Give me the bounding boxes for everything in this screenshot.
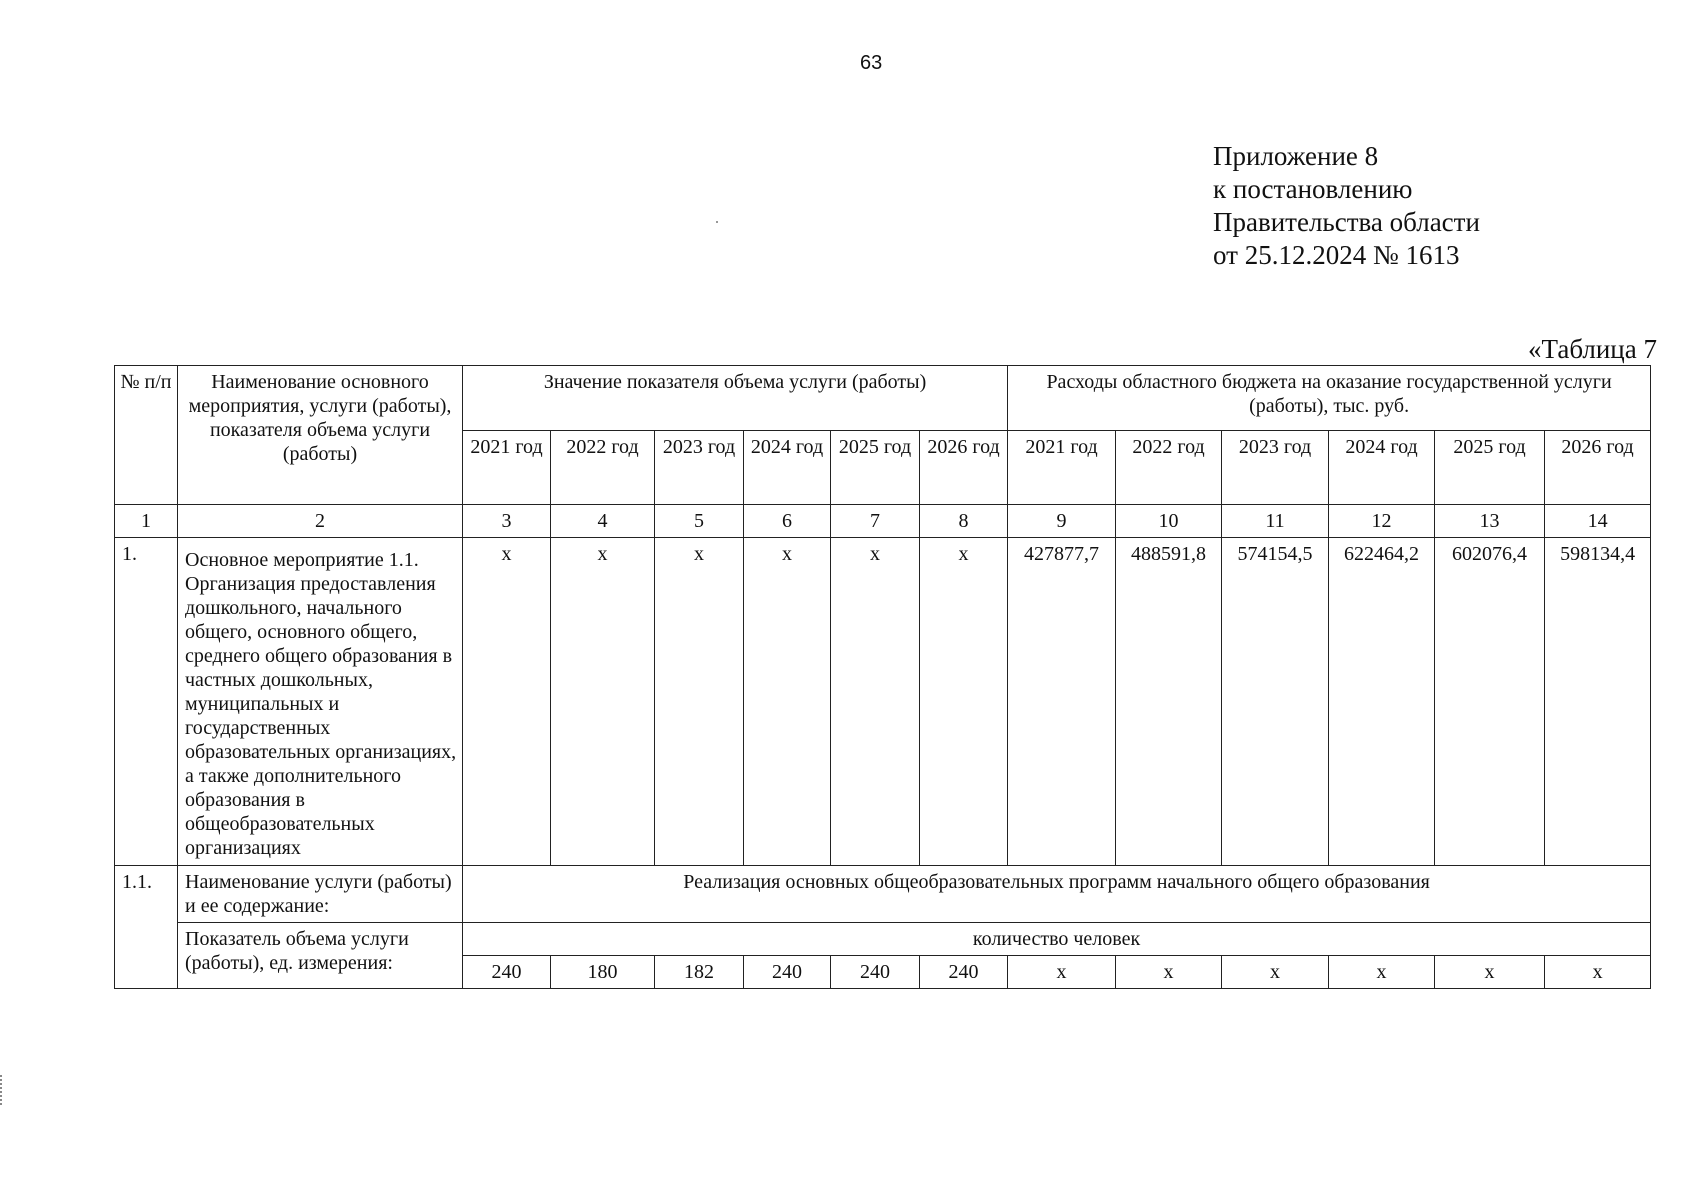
quantity-value: 240: [463, 956, 551, 989]
column-number: 9: [1008, 505, 1116, 538]
column-number: 7: [831, 505, 920, 538]
column-number: 4: [551, 505, 655, 538]
row-cost: 427877,7: [1008, 538, 1116, 866]
row-cost: 574154,5: [1222, 538, 1329, 866]
row-value: х: [744, 538, 831, 866]
column-number-row: [115, 505, 1651, 538]
header-value-year: 2022 год: [551, 431, 655, 505]
quantity-value: 182: [655, 956, 744, 989]
column-number: 14: [1545, 505, 1651, 538]
service-label: Наименование услуги (работы) и ее содержание:: [178, 866, 463, 923]
header-cost-year: 2025 год: [1435, 431, 1545, 505]
scan-edge-marks: [0, 1075, 8, 1105]
quantity-cost: х: [1435, 956, 1545, 989]
budget-table: [114, 365, 1651, 989]
row-num: 1.: [115, 538, 178, 866]
header-value-year: 2021 год: [463, 431, 551, 505]
header-cost-year: 2021 год: [1008, 431, 1116, 505]
row-name: Основное мероприятие 1.1. Организация предоставления дошкольного, начального общего, основного общего, среднего общего образования в частных дошкольных, муниципальных и государственных образовательных организациях, а также дополнительного образования в общеобразовательных организациях: [178, 538, 463, 866]
quantity-cost: х: [1116, 956, 1222, 989]
header-row-1: [115, 366, 1651, 431]
column-number: 2: [178, 505, 463, 538]
header-values-group: Значение показателя объема услуги (работы): [463, 366, 1008, 431]
header-cost-year: 2023 год: [1222, 431, 1329, 505]
table-row: [115, 538, 1651, 866]
header-name: Наименование основного мероприятия, услуги (работы), показателя объема услуги (работы): [178, 366, 463, 505]
quantity-value: 240: [744, 956, 831, 989]
quantity-cost: х: [1329, 956, 1435, 989]
quantity-value: 240: [831, 956, 920, 989]
page-number: 63: [860, 52, 883, 74]
row-value: х: [655, 538, 744, 866]
quantity-value: 180: [551, 956, 655, 989]
appendix-line: Правительства области: [1213, 207, 1480, 237]
service-value: Реализация основных общеобразовательных программ начального общего образования: [463, 866, 1651, 923]
header-value-year: 2023 год: [655, 431, 744, 505]
unit-value: количество человек: [463, 923, 1651, 956]
quantity-cost: х: [1545, 956, 1651, 989]
appendix-line: Приложение 8: [1213, 141, 1379, 171]
appendix-line: к постановлению: [1213, 174, 1413, 204]
service-row: [115, 866, 1651, 923]
header-cost-year: 2022 год: [1116, 431, 1222, 505]
column-number: 12: [1329, 505, 1435, 538]
row-value: х: [831, 538, 920, 866]
indicator-label: Показатель объема услуги (работы), ед. измерения:: [178, 923, 463, 989]
unit-row: [115, 923, 1651, 956]
quantity-value: 240: [920, 956, 1008, 989]
header-costs-group: Расходы областного бюджета на оказание государственной услуги (работы), тыс. руб.: [1008, 366, 1651, 431]
column-number: 3: [463, 505, 551, 538]
header-value-year: 2025 год: [831, 431, 920, 505]
row-cost: 602076,4: [1435, 538, 1545, 866]
header-cost-year: 2026 год: [1545, 431, 1651, 505]
column-number: 1: [115, 505, 178, 538]
scan-speck: [716, 221, 718, 223]
row-value: х: [551, 538, 655, 866]
table-caption: «Таблица 7: [1528, 334, 1657, 364]
row-cost: 488591,8: [1116, 538, 1222, 866]
header-cost-year: 2024 год: [1329, 431, 1435, 505]
column-number: 6: [744, 505, 831, 538]
row-value: х: [920, 538, 1008, 866]
subrow-num: 1.1.: [115, 866, 178, 989]
row-cost: 598134,4: [1545, 538, 1651, 866]
column-number: 5: [655, 505, 744, 538]
quantity-cost: х: [1008, 956, 1116, 989]
header-num: № п/п: [115, 366, 178, 505]
column-number: 13: [1435, 505, 1545, 538]
header-value-year: 2024 год: [744, 431, 831, 505]
column-number: 10: [1116, 505, 1222, 538]
column-number: 8: [920, 505, 1008, 538]
row-value: х: [463, 538, 551, 866]
header-value-year: 2026 год: [920, 431, 1008, 505]
appendix-line: от 25.12.2024 № 1613: [1213, 240, 1460, 270]
appendix-block: [1213, 140, 1480, 272]
row-cost: 622464,2: [1329, 538, 1435, 866]
quantity-cost: х: [1222, 956, 1329, 989]
column-number: 11: [1222, 505, 1329, 538]
